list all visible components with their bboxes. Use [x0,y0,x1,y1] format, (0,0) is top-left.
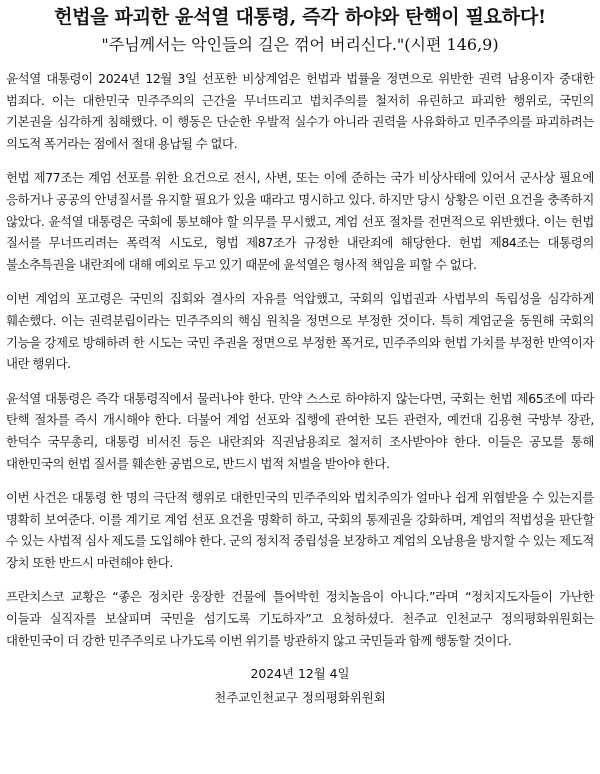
paragraph-1: 윤석열 대통령이 2024년 12월 3일 선포한 비상계엄은 헌법과 법률을 정면으로 위반한 권력 남용이자 중대한 범죄다. 이는 대한민국 민주주의의 근간을 무너뜨리고 법치주의를 철저히 유린하고 파괴한 행위로, 국민의 기본권을 심각하게 침해했다. 이 행동은 단순한 우발적 실수가 아니라 권력을 사유화하고 민주주의를 파괴하려는 의도적 폭거라는 점에서 절대 용납될 수 없다. [6,71,594,151]
paragraph-5: 이번 사건은 대통령 한 명의 극단적 행위로 대한민국의 민주주의와 법치주의가 얼마나 쉽게 위협받을 수 있는지를 명확히 보여준다. 이를 계기로 계엄 선포 요건을 명확히 하고, 국회의 통제권을 강화하며, 계엄의 적법성을 판단할 수 있는 사법적 심사 제도를 도입해야 한다. 군의 정치적 중립성을 보장하고 계엄의 오남용을 방지할 수 있는 제도적 장치 또한 반드시 마련해야 한다. [6,490,594,570]
statement-date: 2024년 12월 4일 [250,666,350,682]
scripture-quote: "주님께서는 악인들의 길은 꺾어 버리신다."(시편 146,9) [101,35,499,54]
paragraph-6: 프란치스코 교황은 “좋은 정치란 웅장한 건물에 틀어박힌 정치놀음이 아니다.”라며 “정치지도자들이 가난한 이들과 실직자를 보살피며 국민을 섬기도록 기도하자”고 요청하셨다. 천주교 인천교구 정의평화위원회는 대한민국이 더 강한 민주주의로 나가도록 이번 위기를 방관하지 않고 국민들과 함께 행동할 것이다. [6,589,594,648]
paragraph-3: 이번 계엄의 포고령은 국민의 집회와 결사의 자유를 억압했고, 국회의 입법권과 사법부의 독립성을 심각하게 훼손했다. 이는 권력분립이라는 민주주의의 핵심 원칙을 정면으로 부정한 것이다. 특히 계엄군을 동원해 국회의 기능을 강제로 방해하려 한 시도는 국민 주권을 정면으로 부정한 폭거로, 민주주의와 헌법 가치를 부정한 반역이자 내란 행위다. [6,291,594,372]
paragraph-2: 헌법 제77조는 계엄 선포를 위한 요건으로 전시, 사변, 또는 이에 준하는 국가 비상사태에 있어서 군사상 필요에 응하거나 공공의 안녕질서를 유지할 필요가 있을 때라고 명시하고 있다. 하지만 당시 상황은 이런 요건을 충족하지 않았다. 윤석열 대통령은 국회에 통보해야 할 의무를 무시했고, 계엄 선포 절차를 전면적으로 위반했다. 이는 헌법 질서를 무너뜨리려는 폭력적 시도로, 형법 제87조가 규정한 내란죄에 해당한다. 헌법 제84조는 대통령의 불소추특권을 내란죄에 대해 예외로 두고 있기 때문에 윤석열은 형사적 책임을 피할 수 없다. [6,170,594,272]
issuing-organization: 천주교인천교구 정의평화위원회 [214,690,386,706]
paragraph-4: 윤석열 대통령은 즉각 대통령직에서 물러나야 한다. 만약 스스로 하야하지 않는다면, 국회는 헌법 제65조에 따라 탄핵 절차를 즉시 개시해야 한다. 더불어 계엄 선포와 집행에 관여한 모든 관련자, 예컨대 김용현 국방부 장관, 한덕수 국무총리, 대통령 비서진 등은 내란죄와 직권남용죄로 철저히 조사받아야 한다. 이들은 공모를 통해 대한민국의 헌법 질서를 훼손한 공범으로, 반드시 법적 처벌을 받아야 한다. [6,390,594,471]
statement-title: 헌법을 파괴한 윤석열 대통령, 즉각 하야와 탄핵이 필요하다! [54,6,546,28]
